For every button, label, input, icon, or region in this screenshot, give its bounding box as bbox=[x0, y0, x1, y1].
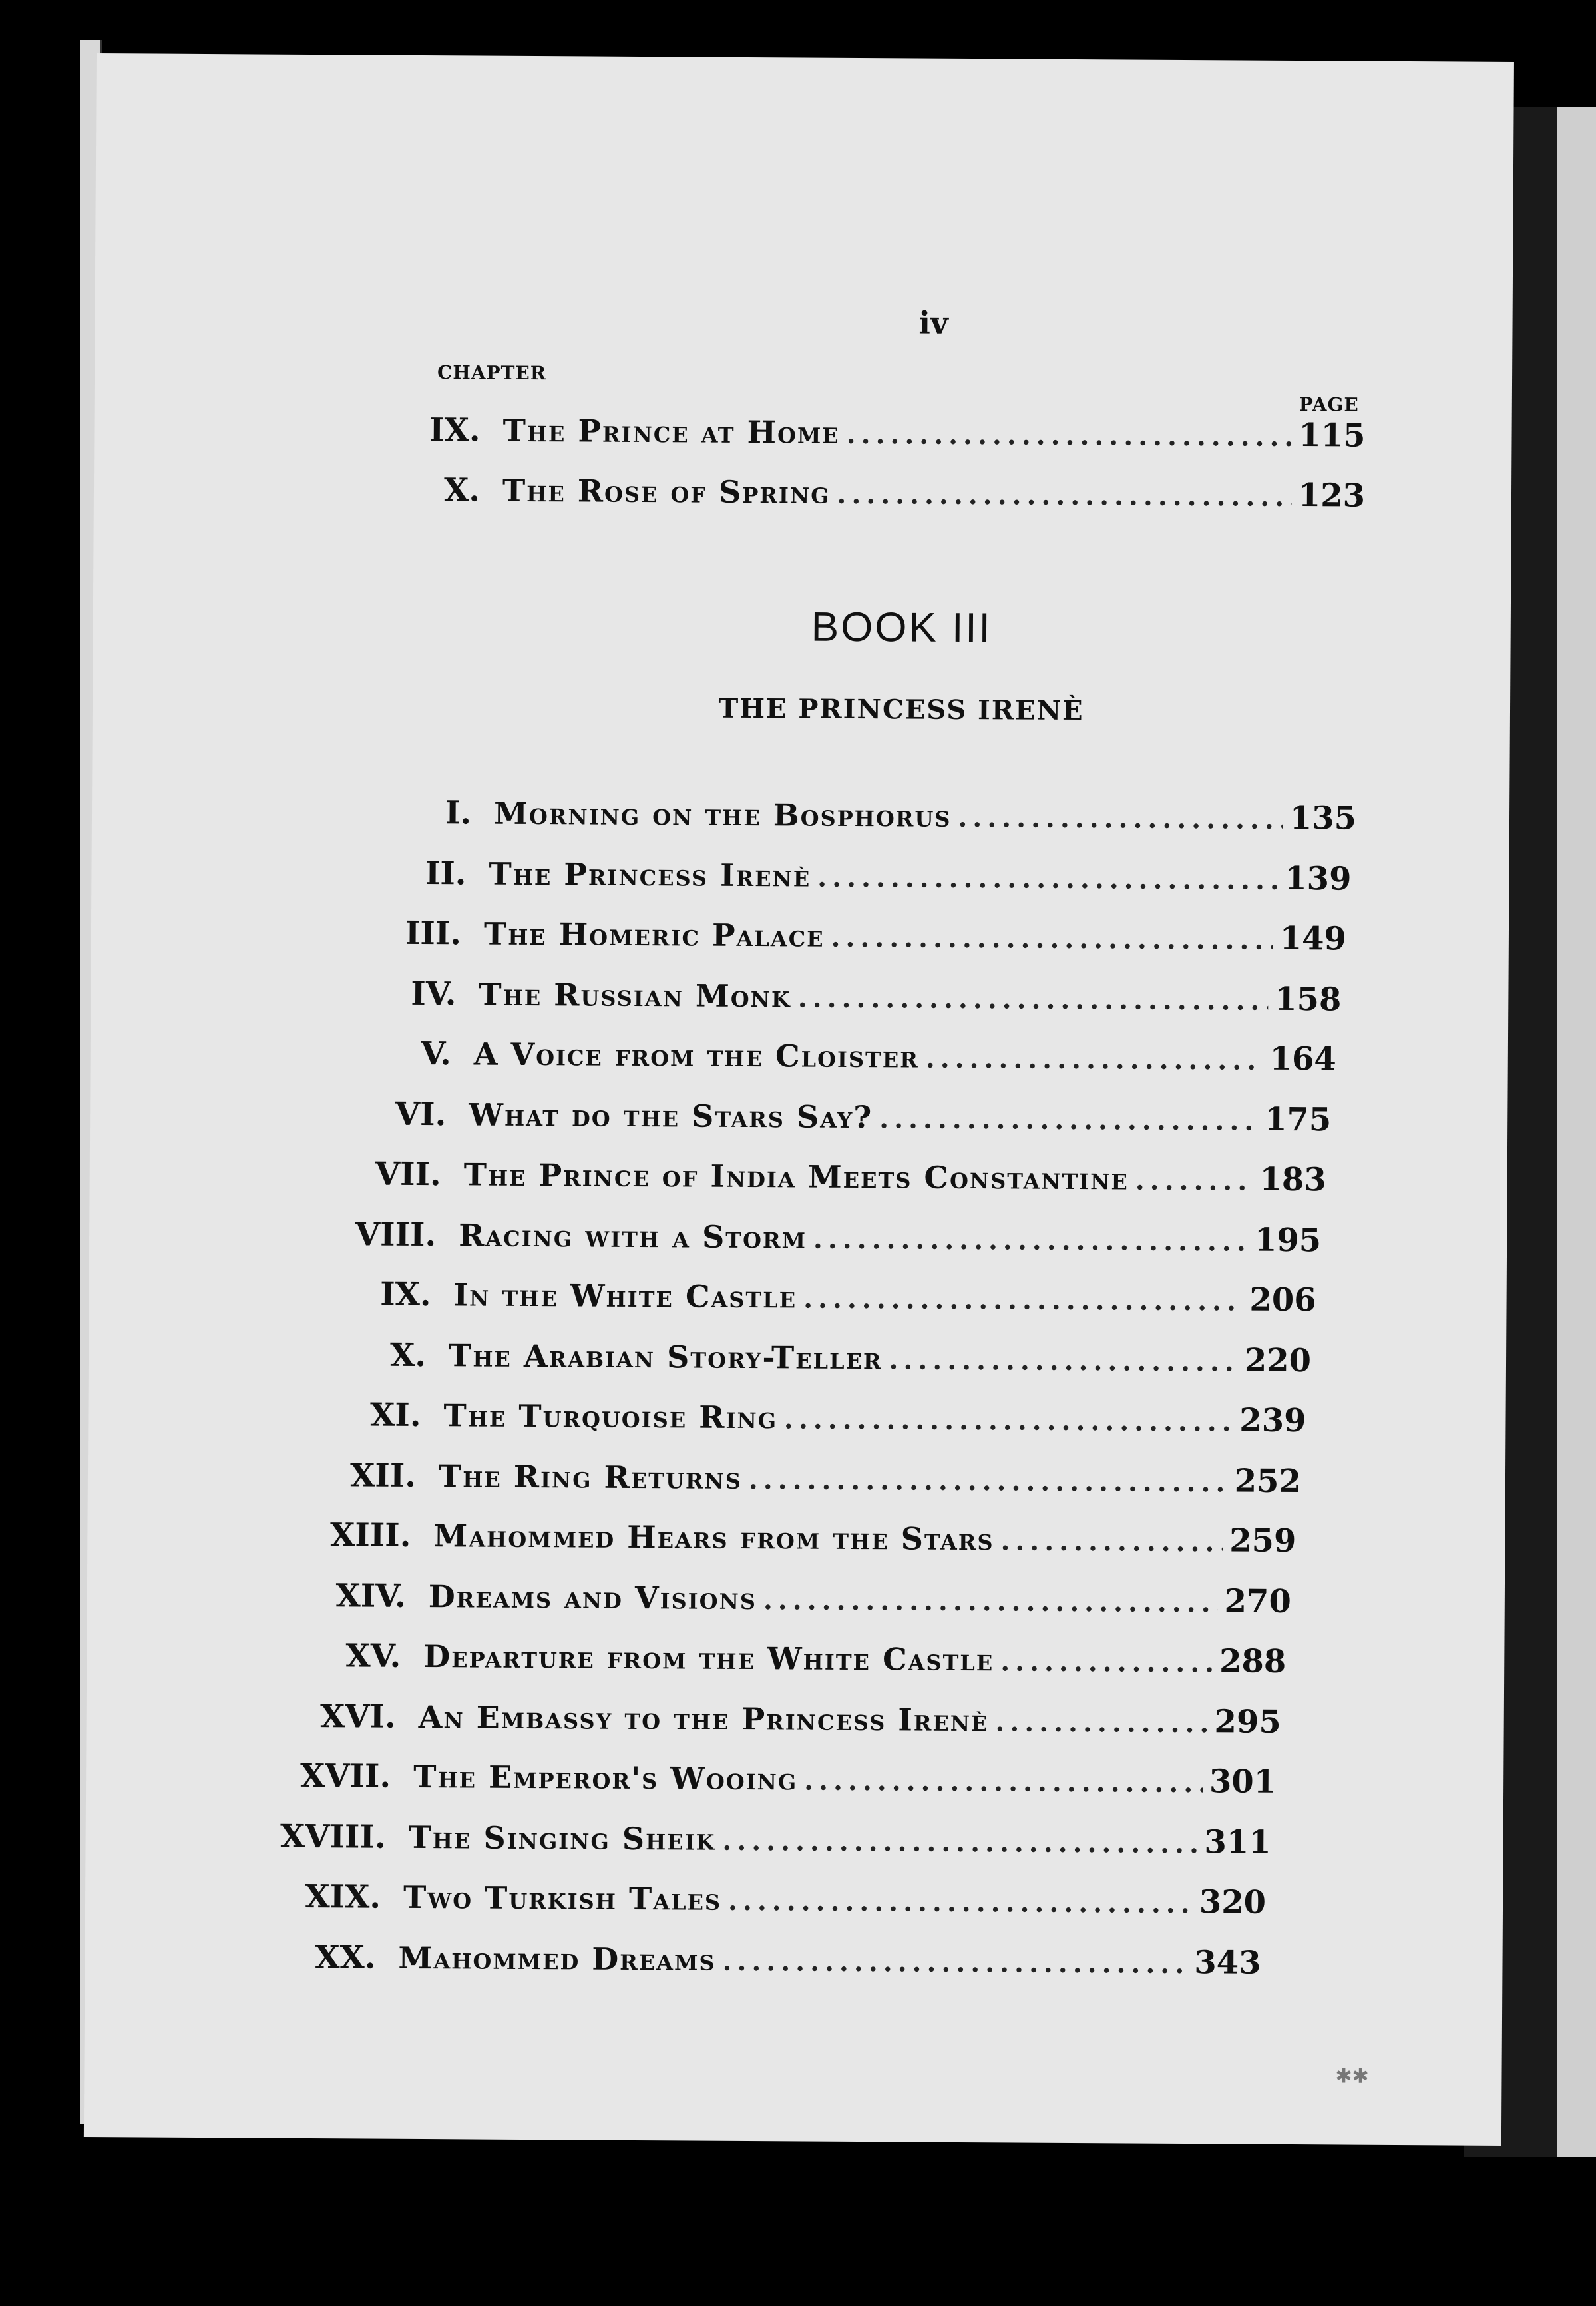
dot-leader bbox=[879, 1103, 1258, 1136]
chapter-number: III. bbox=[405, 914, 462, 953]
dot-leader bbox=[763, 1584, 1218, 1618]
chapter-title: Morning on the Bosphorus bbox=[493, 795, 952, 834]
chapter-page: 195 bbox=[1254, 1221, 1322, 1259]
chapter-title: A Voice from the Cloister bbox=[473, 1036, 920, 1075]
toc-page bbox=[84, 53, 1514, 2146]
chapter-title: The Arabian Story-Teller bbox=[448, 1337, 883, 1376]
chapter-page: 259 bbox=[1229, 1522, 1297, 1560]
dot-leader bbox=[837, 479, 1292, 513]
chapter-number: I. bbox=[445, 794, 472, 832]
toc-entry bbox=[327, 411, 1365, 455]
chapter-title: In the White Castle bbox=[453, 1277, 797, 1315]
toc-entry bbox=[293, 1094, 1331, 1138]
toc-entry bbox=[283, 1215, 1321, 1259]
chapter-column-label: CHAPTER bbox=[437, 361, 547, 385]
chapter-page: 301 bbox=[1209, 1763, 1277, 1801]
chapter-title: Dreams and Visions bbox=[428, 1578, 757, 1616]
chapter-page: 175 bbox=[1264, 1100, 1332, 1138]
chapter-title: The Singing Sheik bbox=[408, 1819, 716, 1857]
toc-entry bbox=[308, 914, 1346, 958]
chapter-title: The Princess Irenè bbox=[489, 855, 811, 894]
book-subtitle: THE PRINCESS IRENÈ bbox=[718, 692, 1084, 727]
chapter-title: Two Turkish Tales bbox=[403, 1879, 722, 1917]
dot-leader bbox=[1000, 1525, 1223, 1558]
dot-leader bbox=[889, 1344, 1238, 1377]
dot-leader bbox=[817, 861, 1278, 895]
chapter-number: X. bbox=[443, 471, 481, 509]
chapter-page: 343 bbox=[1194, 1943, 1261, 1982]
chapter-page: 220 bbox=[1244, 1341, 1312, 1379]
dot-leader bbox=[831, 922, 1273, 956]
chapter-page: 239 bbox=[1239, 1401, 1306, 1440]
dot-leader bbox=[958, 802, 1283, 835]
dot-leader bbox=[784, 1403, 1233, 1437]
toc-entry bbox=[232, 1817, 1271, 1861]
facing-page-edge bbox=[1557, 107, 1596, 2157]
toc-entry bbox=[327, 471, 1365, 515]
chapter-title: What do the Stars Say? bbox=[469, 1096, 873, 1135]
dot-leader bbox=[722, 1945, 1187, 1979]
chapter-title: Mahommed Dreams bbox=[398, 1939, 716, 1978]
dot-leader bbox=[722, 1825, 1197, 1859]
chapter-number: XVIII. bbox=[280, 1817, 386, 1856]
chapter-title: The Russian Monk bbox=[479, 976, 791, 1014]
dot-leader bbox=[813, 1223, 1248, 1257]
chapter-page: 139 bbox=[1285, 859, 1352, 898]
toc-entry bbox=[253, 1576, 1291, 1620]
dot-leader bbox=[728, 1885, 1193, 1919]
chapter-page: 320 bbox=[1199, 1883, 1267, 1921]
dot-leader bbox=[804, 1765, 1203, 1799]
dot-leader bbox=[1135, 1165, 1253, 1197]
chapter-title: The Ring Returns bbox=[438, 1457, 743, 1496]
page-column-label: PAGE bbox=[1298, 393, 1359, 416]
chapter-number: X. bbox=[389, 1336, 427, 1374]
dot-leader bbox=[926, 1043, 1263, 1076]
toc-entry bbox=[258, 1516, 1296, 1560]
chapter-number: VII. bbox=[375, 1155, 441, 1194]
chapter-number: XV. bbox=[345, 1637, 401, 1675]
chapter-page: 288 bbox=[1219, 1642, 1287, 1680]
toc-entry bbox=[298, 1035, 1336, 1078]
toc-entry bbox=[318, 794, 1356, 837]
chapter-page: 270 bbox=[1224, 1582, 1291, 1620]
chapter-title: Departure from the White Castle bbox=[423, 1638, 994, 1678]
toc-entry bbox=[238, 1757, 1276, 1801]
dot-leader bbox=[749, 1464, 1228, 1498]
dot-leader bbox=[1000, 1646, 1213, 1678]
chapter-page: 158 bbox=[1274, 980, 1342, 1018]
toc-entry bbox=[313, 854, 1351, 898]
toc-entry bbox=[278, 1275, 1316, 1319]
chapter-number: V. bbox=[421, 1035, 451, 1073]
chapter-page: 252 bbox=[1234, 1461, 1302, 1500]
dot-leader bbox=[803, 1283, 1243, 1317]
toc-entry bbox=[263, 1456, 1301, 1500]
chapter-number: XVI. bbox=[319, 1697, 396, 1735]
chapter-page: 164 bbox=[1269, 1040, 1336, 1078]
chapter-number: XIX. bbox=[305, 1877, 381, 1916]
chapter-number: XI. bbox=[369, 1396, 421, 1435]
chapter-title: The Emperor's Wooing bbox=[413, 1758, 798, 1797]
chapter-number: II. bbox=[425, 854, 467, 892]
page-number: iv bbox=[918, 304, 948, 341]
chapter-page: 149 bbox=[1279, 919, 1347, 958]
chapter-title: The Rose of Spring bbox=[502, 472, 831, 511]
chapter-number: IV. bbox=[411, 975, 457, 1013]
toc-entry bbox=[228, 1877, 1266, 1921]
chapter-number: XX. bbox=[315, 1938, 376, 1976]
chapter-page: 123 bbox=[1298, 477, 1366, 515]
chapter-title: Mahommed Hears from the Stars bbox=[433, 1518, 994, 1558]
toc-entry bbox=[222, 1938, 1261, 1982]
book-title: BOOK III bbox=[811, 604, 992, 652]
dot-leader bbox=[847, 419, 1293, 453]
dot-leader bbox=[995, 1706, 1207, 1739]
chapter-page: 311 bbox=[1204, 1823, 1271, 1861]
chapter-page: 295 bbox=[1214, 1702, 1281, 1741]
toc-entry bbox=[243, 1697, 1281, 1741]
toc-entry bbox=[273, 1335, 1311, 1379]
chapter-title: An Embassy to the Princess Irenè bbox=[418, 1698, 989, 1738]
chapter-number: IX. bbox=[429, 411, 481, 449]
chapter-number: XII. bbox=[349, 1456, 417, 1495]
toc-entry bbox=[288, 1155, 1326, 1199]
chapter-title: Racing with a Storm bbox=[459, 1216, 807, 1256]
chapter-title: The Homeric Palace bbox=[483, 915, 825, 954]
chapter-number: XIII. bbox=[329, 1516, 411, 1554]
chapter-number: VIII. bbox=[355, 1215, 437, 1254]
chapter-number: IX. bbox=[380, 1275, 431, 1314]
chapter-page: 183 bbox=[1259, 1160, 1326, 1199]
chapter-title: The Prince at Home bbox=[502, 412, 840, 451]
chapter-number: XIV. bbox=[335, 1576, 407, 1615]
library-stamp-mark: ✱✱ bbox=[1335, 2064, 1369, 2088]
chapter-page: 115 bbox=[1298, 417, 1366, 455]
chapter-page: 135 bbox=[1289, 799, 1357, 837]
chapter-page: 206 bbox=[1249, 1281, 1316, 1319]
toc-entry bbox=[268, 1396, 1306, 1440]
toc-entry bbox=[303, 974, 1341, 1018]
chapter-title: The Prince of India Meets Constantine bbox=[463, 1156, 1129, 1197]
chapter-title: The Turquoise Ring bbox=[443, 1397, 778, 1436]
toc-entry bbox=[248, 1636, 1286, 1680]
chapter-number: XVII. bbox=[299, 1757, 391, 1795]
dot-leader bbox=[798, 982, 1269, 1016]
chapter-number: VI. bbox=[395, 1095, 447, 1133]
